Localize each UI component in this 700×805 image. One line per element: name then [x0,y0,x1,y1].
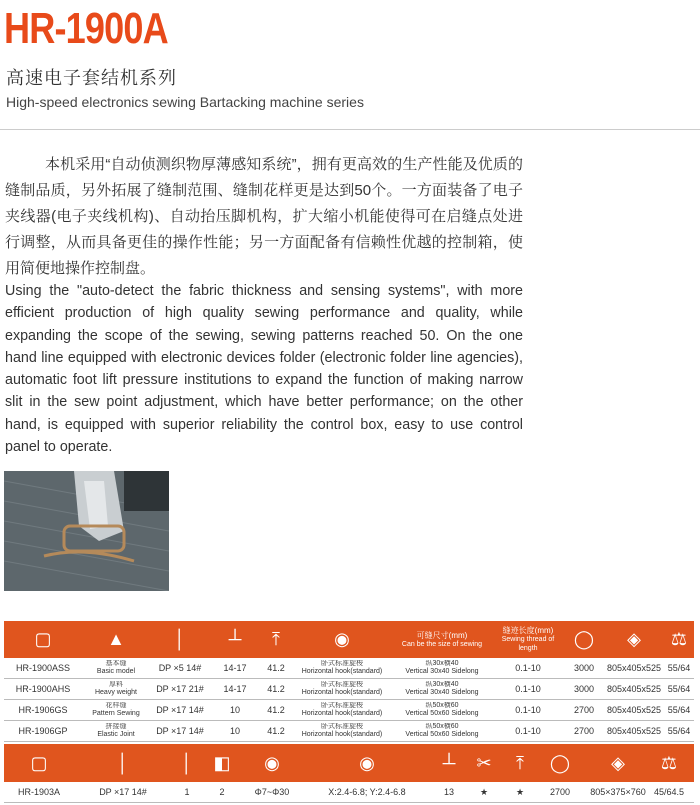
rpm-cell: 3000 [573,684,595,694]
model-cell: HR-1906GP [18,726,68,736]
type-cn: 花样缝 [105,702,127,709]
speed-cell: 10 [229,705,240,715]
dimension-cell: 805x405x525 [606,726,662,736]
model-title: HR-1900A [4,4,168,53]
model-cell: HR-1900ASS [15,663,71,673]
stroke-cell: 41.2 [267,705,285,715]
size-en: Vertical 30x40 Sidelong [405,689,479,696]
hook-cell [292,723,392,739]
thread-cell: 0.1-10 [515,726,541,736]
rpm-cell: 2700 [573,705,595,715]
lift-icon: ⤒ [272,629,280,649]
type-cell [82,660,150,676]
application-icon: ▲ [107,629,125,649]
stroke-cell: 41.2 [267,663,285,673]
button-icon: ◉ [264,752,280,773]
size-cn: 纵50x横60 [425,702,459,709]
hook-en: Horizontal hook(standard) [301,710,383,717]
description-chinese: 本机采用“自动侦测织物厚薄感知系统”，拥有更高效的生产性能及优质的缝制品质，另外拓展了缝制范围、缝制花样更是达到50个。一方面装备了电子夹线器(电子夹线机构)、自动抬压脚机构，扩大缩小机能使得可在启缝点处进行调整，从而具备更佳的操作性能；另一方面配备有信赖性优越的控制箱，使用简便地操作控制盘。 [5,156,523,277]
hook-cell [292,702,392,718]
bobbin-cell: 2 [219,787,225,797]
sewing-size-header [392,631,492,649]
dimension-cell: 805x405x525 [606,705,662,715]
type-cn: 基本缝 [105,660,127,667]
product-photo [4,471,169,591]
hook-cell [292,681,392,697]
hook-icon: ◉ [359,752,375,773]
hook-cn: 卧式标准旋梭 [321,723,363,730]
weight-cell: 55/64 [667,726,691,736]
needle-icon: │ [117,752,129,773]
wiper-cell: ★ [515,786,525,797]
thread-wiper-icon: ⤒ [516,752,524,773]
thread-cell: 0.1-10 [515,663,541,673]
type-cn: 拼接缝 [105,723,127,730]
size-cell [392,681,492,697]
dimension-cell: 805x405x525 [606,663,662,673]
trimmer-cell: ★ [479,786,489,797]
speed-cell: 14-17 [223,663,247,673]
speed-cell: 10 [229,726,240,736]
needle-cell: DP ×17 14# [99,787,147,797]
type-cell [82,681,150,697]
thread-length-header-cn: 缝迹长度(mm) [502,626,554,635]
sewing-machine-icon: ▢ [30,752,48,773]
weight-cell: 55/64 [667,663,691,673]
hook-en: Horizontal hook(standard) [301,689,383,696]
size-en: Vertical 50x60 Sidelong [405,731,479,738]
needle-cell: DP ×17 14# [156,705,204,715]
rpm-cell: 2700 [549,787,571,797]
weight-cell: 45/64.5 [654,787,685,797]
hook-cn: 卧式标准旋梭 [321,660,363,667]
presser-foot-icon: ┴ [442,752,456,773]
sewing-size-header-en: Can be the size of sewing [401,640,483,648]
subtitle-english: High-speed electronics sewing Bartacking machine series [6,94,364,110]
size-en: Vertical 30x40 Sidelong [405,668,479,675]
table-row [4,721,694,742]
type-cell [82,723,150,739]
weight-icon: ⚖ [670,629,688,649]
speed-icon: ◯ [573,629,595,649]
dimension-cell: 805x405x525 [606,684,662,694]
dimension-cell: 805×375×760 [590,787,646,797]
dimension-icon: ◈ [627,629,641,649]
needle-cell: DP ×5 14# [158,663,202,673]
size-cn: 纵30x横40 [425,660,459,667]
speed-icon: ◯ [549,752,571,773]
spec-table-header [4,744,694,782]
rpm-cell: 3000 [573,663,595,673]
hook-cn: 卧式标准旋梭 [321,702,363,709]
dimension-icon: ◈ [611,752,625,773]
size-cell [392,723,492,739]
model-cell: HR-1903A [17,787,61,797]
needle-cell: DP ×17 14# [156,726,204,736]
needle-count-cell: 1 [184,787,190,797]
stroke-cell: 41.2 [267,684,285,694]
type-cell [82,702,150,718]
hook-en: Horizontal hook(standard) [301,668,383,675]
model-cell: HR-1900AHS [15,684,71,694]
size-cn: 纵50x横60 [425,723,459,730]
thread-cell: 0.1-10 [515,705,541,715]
stroke-cell: 41.2 [267,726,285,736]
subtitle-chinese: 高速电子套结机系列 [6,68,177,88]
thread-length-header-en: Sewing thread of length [501,636,555,652]
presser-foot-icon: ┴ [228,629,242,649]
hook-cell [292,660,392,676]
sewing-machine-icon: ▢ [34,629,52,649]
bobbin-icon: ◧ [213,752,231,773]
weight-cell: 55/64 [667,705,691,715]
sewing-size-header-cn: 可缝尺寸(mm) [416,630,468,640]
size-en: Vertical 50x60 Sidelong [405,710,479,717]
type-en: Pattern Sewing [92,710,140,717]
feed-range-cell: X:2.4-6.8; Y:2.4-6.8 [328,787,406,797]
table-row [4,782,694,803]
speed-cell: 14-17 [223,684,247,694]
header-divider [0,129,700,130]
description-english: Using the "auto-detect the fabric thickness and sensing systems", with more efficient production of high quality sewing performance and quality, while expanding the scope of the sewing, sewing patterns reached 50. On the one hand line equipped with electronic devices folder (electronic folder line agencies), automatic foot lift pressure institutions to expand the function of making narrow slit in the sew point adjustment, which have better performance; on the other hand, is equipped with superior reliability the control box, easy to use control panel to operate. [5,283,523,456]
hook-en: Horizontal hook(standard) [301,731,383,738]
rpm-cell: 2700 [573,726,595,736]
spec-table-header [4,621,694,658]
table-row [4,679,694,700]
needle-cell: DP ×17 21# [156,684,204,694]
type-en: Basic model [96,668,136,675]
size-cell [392,702,492,718]
scissors-icon: ✂ [476,752,492,773]
table-row [4,658,694,679]
model-cell: HR-1906GS [18,705,68,715]
thread-cell: 0.1-10 [515,684,541,694]
thread-length-header [492,626,564,653]
type-en: Elastic Joint [97,731,135,738]
single-needle-icon: │ [181,752,193,773]
hook-cn: 卧式标准旋梭 [321,681,363,688]
button-size-cell: Φ7~Φ30 [254,787,290,797]
type-cn: 厚料 [109,681,123,688]
weight-icon: ⚖ [660,752,678,773]
size-cn: 纵30x横40 [425,681,459,688]
type-en: Heavy weight [94,689,138,696]
hook-icon: ◉ [334,629,350,649]
spec-table-main [4,621,694,742]
needle-icon: │ [174,629,186,649]
size-cell [392,660,492,676]
weight-cell: 55/64 [667,684,691,694]
table-row [4,700,694,721]
foot-lift-cell: 13 [443,787,454,797]
spec-table-secondary [4,744,694,803]
